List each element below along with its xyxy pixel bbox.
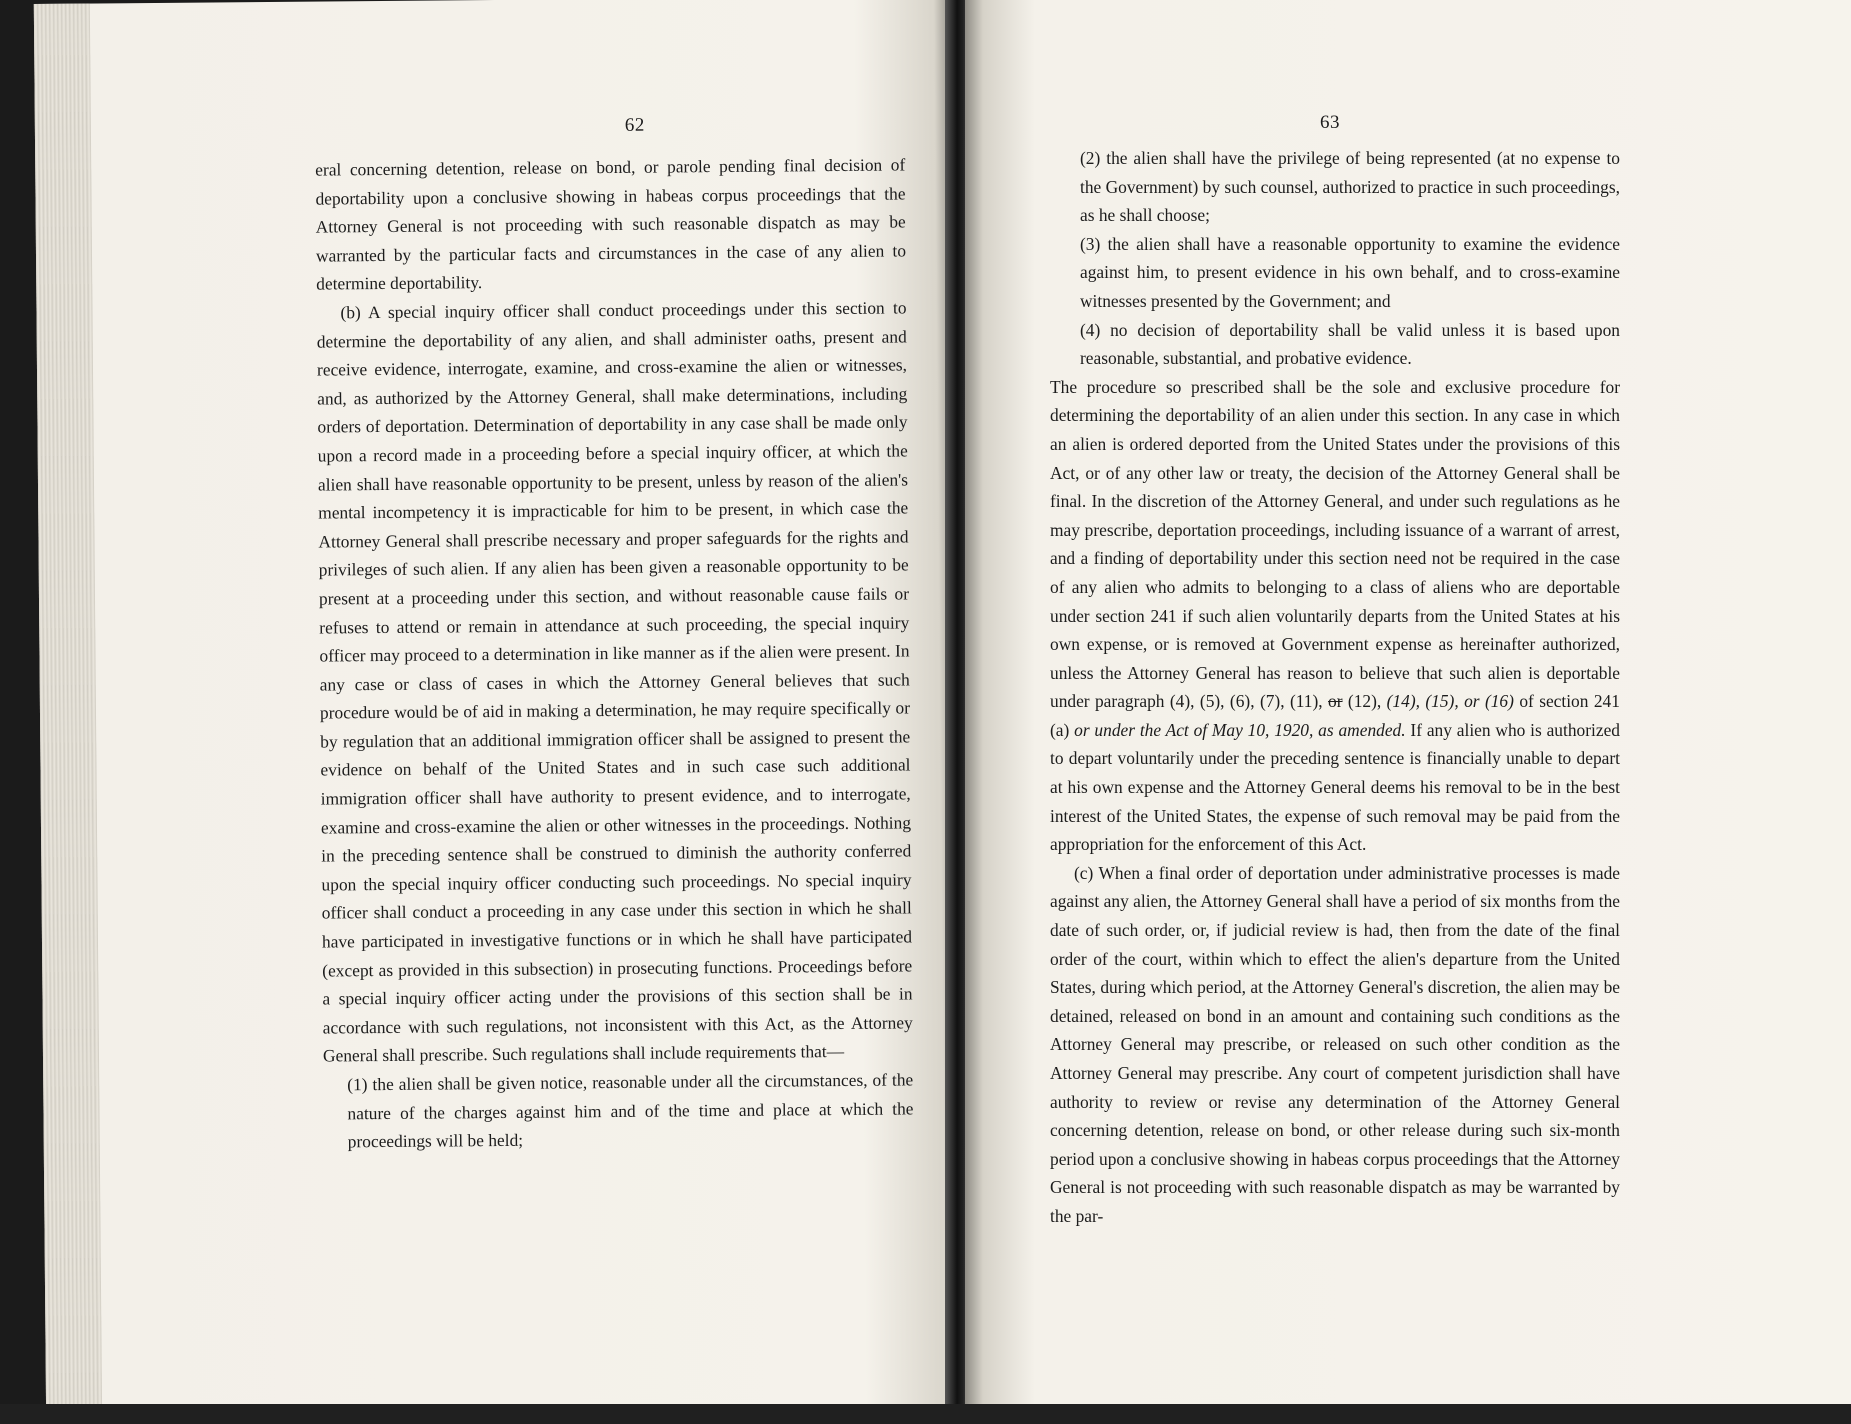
procedure-text-b: (12),: [1347, 691, 1382, 712]
list-item-4: (4) no decision of deportability shall be valid unless it is based upon reasonable, substantial, and probative evidence.: [1080, 319, 1620, 369]
inserted-or: or: [1464, 691, 1480, 712]
right-page-number: 63: [1320, 112, 1340, 133]
left-page-body: [315, 150, 914, 1156]
inserted-paragraph-14: (14),: [1386, 691, 1420, 712]
struck-word: or: [1328, 691, 1343, 712]
procedure-text-c: of section 241 (a): [1050, 691, 1620, 740]
procedure-text-d: If any alien who is authorized to depart voluntarily under the preceding sentence is financially unable to depart at his own expense and the Attorney General deems his removal to be in the best interest of the United States, the expense of such removal may be paid from the appropriation for the enforcement of this Act.: [1050, 719, 1620, 855]
left-page-number: 62: [624, 114, 645, 136]
paragraph-subsection-b: (b) A special inquiry officer shall conduct proceedings under this section to determine the deportability of any alien, and shall administer oaths, present and receive evidence, interrogate, examine, and cross-examine the alien or witnesses, and, as authorized by the Attorney General, shall make determinations, including orders of deportation. Determination of deportability in any case shall be made only upon a record made in a proceeding before a special inquiry officer, at which the alien shall have reasonable opportunity to be present, unless by reason of the alien's mental incompetency it is impracticable for him to be present, in which case the Attorney General shall prescribe necessary and proper safeguards for the rights and privileges of such alien. If any alien has been given a reasonable opportunity to be present at a proceeding under this section, and without reasonable cause fails or refuses to attend or remain in attendance at such proceeding, the special inquiry officer may proceed to a determination in like manner as if the alien were present. In any case or class of cases in which the Attorney General believes that such procedure would be of aid in making a determination, he may require specifically or by regulation that an additional immigration officer shall be assigned to present the evidence on behalf of the United States and in such case such additional immigration officer shall have authority to present evidence, and to interrogate, examine and cross-examine the alien or other witnesses in the proceedings. Nothing in the preceding sentence shall be construed to diminish the authority conferred upon the special inquiry officer conducting such proceedings. No special inquiry officer shall conduct a proceeding in any case under this section in which he shall have participated in investigative functions or in which he shall have participated (except as provided in this subsection) in prosecuting functions. Proceedings before a special inquiry officer acting under the provisions of this section shall be in accordance with such regulations, not inconsistent with this Act, as the Attorney General shall prescribe. Such regulations shall include requirements that—: [316, 297, 913, 1066]
list-item-2: (2) the alien shall have the privilege of being represented (at no expense to the Government) by such counsel, authorized to practice in such proceedings, as he shall choose;: [1080, 148, 1620, 226]
page-edge-stack: [34, 4, 102, 1424]
scan-speck: [1505, 820, 1511, 826]
paragraph-subsection-c: (c) When a final order of deportation under administrative processes is made against any alien, the Attorney General shall have a period of six months from the date of such order, or, if judicial review is had, then from the date of the final order of the court, within which to effect the alien's departure from the United States, during which period, at the Attorney General's discretion, the alien may be detained, released on bond in an amount and containing such conditions as the Attorney General may prescribe, or released on such other condition as the Attorney General may prescribe. Any court of competent jurisdiction shall have authority to review or revise any determination of the Attorney General concerning detention, release on bond, or other release during such six-month period upon a conclusive showing in habeas corpus proceedings that the Attorney General is not proceeding with such reasonable dispatch as may be warranted by the par-: [1050, 862, 1620, 1226]
list-item-1: (1) the alien shall be given notice, reasonable under all the circumstances, of the nature of the charges against him and of the time and place at which the proceedings will be held;: [347, 1069, 914, 1152]
paragraph-procedure: [1050, 373, 1620, 859]
inserted-paragraph-15: (15),: [1425, 691, 1459, 712]
paragraph-continued: eral concerning detention, release on bond, or parole pending final decision of deportability upon a conclusive showing in habeas corpus proceedings that the Attorney General is not proceeding with such reasonable dispatch as may be warranted by the particular facts and circumstances in the case of any alien to determine deportability.: [315, 154, 907, 294]
scan-bottom-edge: [0, 1404, 1851, 1424]
inserted-act-reference: or under the Act of May 10, 1920, as amended.: [1074, 719, 1406, 740]
inserted-paragraph-16: (16): [1484, 691, 1514, 712]
left-page: [34, 0, 961, 1424]
procedure-text-a: The procedure so prescribed shall be the sole and exclusive procedure for determining the deportability of an alien under this section. In any case in which an alien is ordered deported from the United States under the provisions of this Act, or of any other law or treaty, the decision of the Attorney General shall be final. In the discretion of the Attorney General, and under such regulations as he may prescribe, deportation proceedings, including issuance of a warrant of arrest, and a finding of deportability under this section need not be required in the case of any alien who admits to belonging to a class of aliens who are deportable under section 241 if such alien voluntarily departs from the United States at his own expense, or is removed at Government expense as hereinafter authorized, unless the Attorney General has reason to believe that such alien is deportable under paragraph (4), (5), (6), (7), (11),: [1050, 376, 1620, 712]
list-item-3: (3) the alien shall have a reasonable opportunity to examine the evidence against him, to present evidence in his own behalf, and to cross-examine witnesses presented by the Government; and: [1080, 233, 1620, 311]
right-page-body: [1050, 144, 1620, 1231]
right-page: [965, 0, 1851, 1424]
